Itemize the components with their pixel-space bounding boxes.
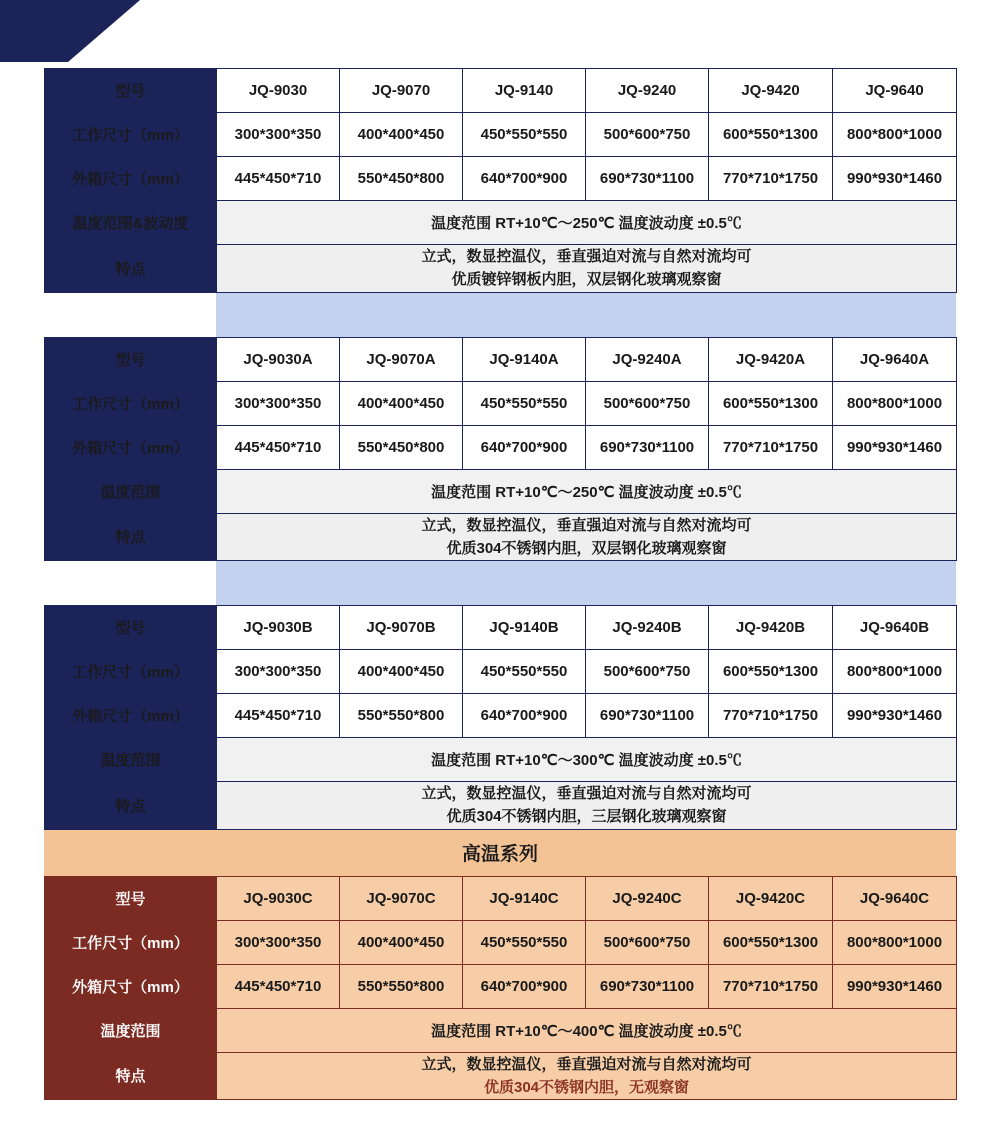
temp-range-value: 温度范围 RT+10℃～250℃ 温度波动度 ±0.5℃ [217,201,957,245]
work-size-cell: 400*400*450 [340,113,463,157]
model-cell: JQ-9420 [709,69,833,113]
row-label-outer-size: 外箱尺寸（mm） [45,157,217,201]
work-size-cell: 800*800*1000 [833,381,957,425]
model-cell: JQ-9140A [463,337,586,381]
model-cell: JQ-9070 [340,69,463,113]
model-cell: JQ-9420B [709,606,833,650]
table-row [45,964,957,1008]
outer-size-cell: 550*450*800 [340,425,463,469]
model-cell: JQ-9030A [217,337,340,381]
work-size-cell: 500*600*750 [586,381,709,425]
feature-line-1: 立式，数显控温仪，垂直强迫对流与自然对流均可 [421,516,752,534]
block-separator [44,561,956,605]
table-row [45,381,957,425]
table-row [45,113,957,157]
work-size-cell: 500*600*750 [586,113,709,157]
model-cell: JQ-9140B [463,606,586,650]
feature-line-2: 优质304不锈钢内胆，三层钢化玻璃观察窗 [446,808,727,826]
row-label-temp: 温度范围 [45,469,217,513]
outer-size-cell: 990*930*1460 [833,157,957,201]
block-separator [44,293,956,337]
outer-size-cell: 640*700*900 [463,157,586,201]
row-label-work-size: 工作尺寸（mm） [45,113,217,157]
table-row [45,1008,957,1052]
work-size-cell: 400*400*450 [340,381,463,425]
work-size-cell: 600*550*1300 [709,920,833,964]
temp-range-value: 温度范围 RT+10℃～250℃ 温度波动度 ±0.5℃ [217,469,957,513]
separator-left [44,293,216,337]
row-label-work-size: 工作尺寸（mm） [45,381,217,425]
spec-sheet [44,68,956,1100]
separator-left [44,561,216,605]
model-cell: JQ-9140 [463,69,586,113]
outer-size-cell: 690*730*1100 [586,694,709,738]
feature-value [217,1052,957,1100]
feature-line-2: 优质304不锈钢内胆，双层钢化玻璃观察窗 [446,539,727,557]
feature-value [217,245,957,293]
model-cell: JQ-9420C [709,876,833,920]
table-row [45,425,957,469]
model-cell: JQ-9070B [340,606,463,650]
row-label-model: 型号 [45,876,217,920]
outer-size-cell: 690*730*1100 [586,157,709,201]
outer-size-cell: 550*450*800 [340,157,463,201]
row-label-outer-size: 外箱尺寸（mm） [45,694,217,738]
work-size-cell: 500*600*750 [586,920,709,964]
work-size-cell: 600*550*1300 [709,113,833,157]
outer-size-cell: 770*710*1750 [709,157,833,201]
table-row [45,876,957,920]
feature-value [217,513,957,561]
table-row [45,738,957,782]
outer-size-cell: 690*730*1100 [586,425,709,469]
table-row [45,694,957,738]
temp-range-value: 温度范围 RT+10℃～400℃ 温度波动度 ±0.5℃ [217,1008,957,1052]
row-label-model: 型号 [45,69,217,113]
table-row [45,650,957,694]
row-label-work-size: 工作尺寸（mm） [45,650,217,694]
model-cell: JQ-9640B [833,606,957,650]
work-size-cell: 300*300*350 [217,920,340,964]
model-cell: JQ-9420A [709,337,833,381]
outer-size-cell: 550*550*800 [340,964,463,1008]
work-size-cell: 450*550*550 [463,650,586,694]
work-size-cell: 800*800*1000 [833,113,957,157]
row-label-feature: 特点 [45,245,217,293]
work-size-cell: 400*400*450 [340,650,463,694]
feature-line-1: 立式，数显控温仪，垂直强迫对流与自然对流均可 [421,785,752,802]
feature-line-1: 立式，数显控温仪，垂直强迫对流与自然对流均可 [421,248,752,265]
model-cell: JQ-9070A [340,337,463,381]
model-cell: JQ-9240B [586,606,709,650]
model-cell: JQ-9070C [340,876,463,920]
section-banner-high-temp: 高温系列 [44,830,956,876]
row-label-temp: 温度范围 [45,738,217,782]
table-row [45,1052,957,1100]
work-size-cell: 600*550*1300 [709,650,833,694]
work-size-cell: 450*550*550 [463,381,586,425]
feature-line-2: 优质镀锌钢板内胆，双层钢化玻璃观察窗 [451,271,722,289]
model-cell: JQ-9640A [833,337,957,381]
table-row [45,337,957,381]
model-cell: JQ-9640C [833,876,957,920]
spec-table-b-series [44,605,957,830]
work-size-cell: 450*550*550 [463,920,586,964]
outer-size-cell: 990*930*1460 [833,964,957,1008]
work-size-cell: 300*300*350 [217,381,340,425]
outer-size-cell: 640*700*900 [463,425,586,469]
model-cell: JQ-9030C [217,876,340,920]
row-label-model: 型号 [45,337,217,381]
row-label-outer-size: 外箱尺寸（mm） [45,425,217,469]
work-size-cell: 300*300*350 [217,650,340,694]
outer-size-cell: 990*930*1460 [833,425,957,469]
outer-size-cell: 770*710*1750 [709,964,833,1008]
row-label-model: 型号 [45,606,217,650]
feature-line-2: 优质304不锈钢内胆，无观察窗 [483,1078,690,1096]
row-label-feature: 特点 [45,513,217,561]
row-label-work-size: 工作尺寸（mm） [45,920,217,964]
outer-size-cell: 550*550*800 [340,694,463,738]
spec-table-standard [44,68,957,293]
separator-right [216,561,956,605]
work-size-cell: 600*550*1300 [709,381,833,425]
work-size-cell: 800*800*1000 [833,650,957,694]
outer-size-cell: 445*450*710 [217,964,340,1008]
outer-size-cell: 640*700*900 [463,694,586,738]
row-label-temp: 温度范围&波动度 [45,201,217,245]
table-row [45,69,957,113]
feature-line-1: 立式，数显控温仪，垂直强迫对流与自然对流均可 [421,1055,752,1073]
work-size-cell: 500*600*750 [586,650,709,694]
spec-table-a-series [44,337,957,562]
model-cell: JQ-9030B [217,606,340,650]
table-row [45,469,957,513]
table-row [45,782,957,830]
outer-size-cell: 445*450*710 [217,425,340,469]
work-size-cell: 300*300*350 [217,113,340,157]
row-label-feature: 特点 [45,782,217,830]
table-row [45,513,957,561]
corner-decoration [0,0,140,62]
outer-size-cell: 770*710*1750 [709,425,833,469]
work-size-cell: 800*800*1000 [833,920,957,964]
spec-table-c-series [44,876,957,1101]
table-row [45,157,957,201]
outer-size-cell: 640*700*900 [463,964,586,1008]
row-label-temp: 温度范围 [45,1008,217,1052]
table-row [45,920,957,964]
table-row [45,201,957,245]
outer-size-cell: 690*730*1100 [586,964,709,1008]
outer-size-cell: 770*710*1750 [709,694,833,738]
work-size-cell: 400*400*450 [340,920,463,964]
table-row [45,606,957,650]
model-cell: JQ-9640 [833,69,957,113]
model-cell: JQ-9240A [586,337,709,381]
feature-value [217,782,957,830]
outer-size-cell: 445*450*710 [217,157,340,201]
table-row [45,245,957,293]
work-size-cell: 450*550*550 [463,113,586,157]
row-label-outer-size: 外箱尺寸（mm） [45,964,217,1008]
temp-range-value: 温度范围 RT+10℃～300℃ 温度波动度 ±0.5℃ [217,738,957,782]
model-cell: JQ-9030 [217,69,340,113]
row-label-feature: 特点 [45,1052,217,1100]
separator-right [216,293,956,337]
outer-size-cell: 990*930*1460 [833,694,957,738]
top-bar [140,0,1000,6]
outer-size-cell: 445*450*710 [217,694,340,738]
model-cell: JQ-9240 [586,69,709,113]
model-cell: JQ-9240C [586,876,709,920]
model-cell: JQ-9140C [463,876,586,920]
